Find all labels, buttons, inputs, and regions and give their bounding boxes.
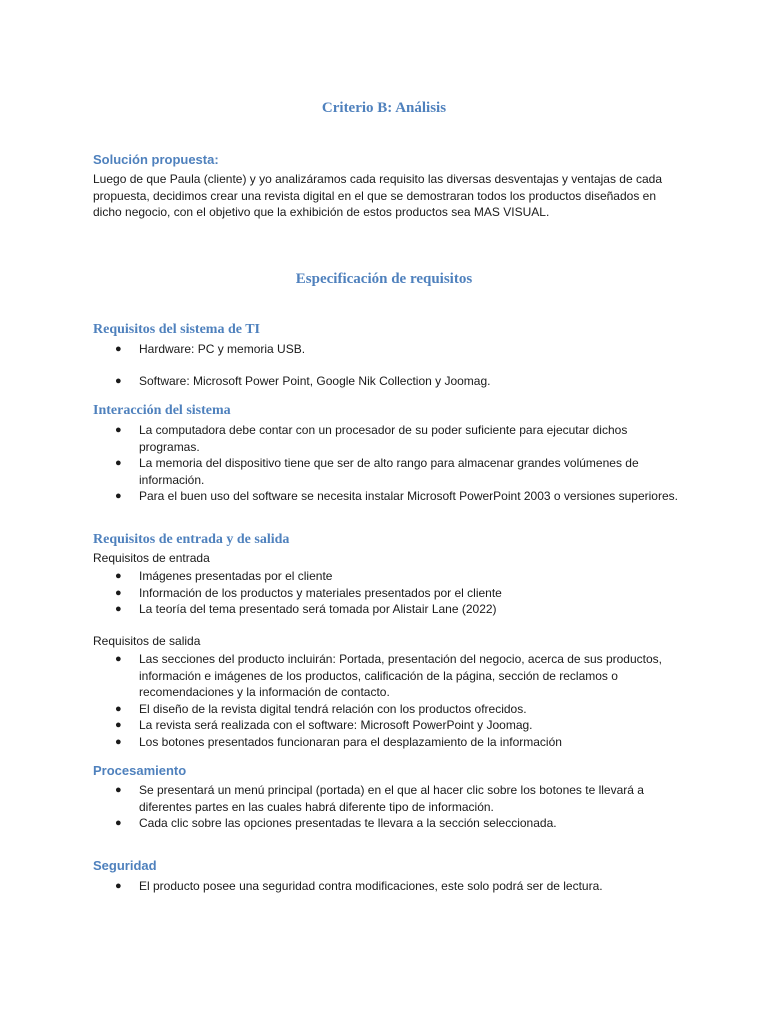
- entrada-salida-heading: Requisitos de entrada y de salida: [93, 532, 290, 547]
- list-item: ● Hardware: PC y memoria USB.: [115, 342, 306, 356]
- page-title: Criterio B: Análisis: [321, 100, 447, 116]
- bullet-icon: ●: [115, 784, 122, 796]
- list-item: ● La computadora debe contar con un procesador de su poder suficiente para ejecutar dichos programas.: [115, 423, 628, 454]
- list-item: ● Software: Microsoft Power Point, Google Nik Collection y Joomag.: [115, 374, 491, 388]
- list-item: ● Información de los productos y materiales presentados por el cliente: [115, 585, 502, 600]
- bullet-icon: ●: [115, 375, 122, 387]
- solucion-body: Luego de que Paula (cliente) y yo analizáramos cada requisito las diversas desventajas y ventajas de cada propuesta, decidimos crear una revista digital en el que se demostraran todos los productos diseñados en dicho negocio, con el objetivo que la exhibición de estos productos sea MAS VISUAL.: [93, 172, 663, 219]
- bullet-icon: ●: [115, 603, 122, 615]
- list-item: ● La revista será realizada con el software: Microsoft PowerPoint y Joomag.: [115, 718, 533, 732]
- list-item: ● Se presentará un menú principal (portada) en el que al hacer clic sobre los botones te llevará a diferentes partes en las cuales habrá diferente tipo de información.: [115, 783, 644, 814]
- bullet-icon: ●: [115, 457, 122, 469]
- salida-list: [93, 651, 683, 750]
- list-item: ● Las secciones del producto incluirán: Portada, presentación del negocio, acerca de sus productos, información e imágenes de los productos, calificación de la página, sección de reclamos o recomendaciones y la información de contacto.: [115, 652, 662, 699]
- solucion-heading: Solución propuesta:: [93, 152, 219, 167]
- bullet-icon: ●: [115, 586, 122, 599]
- list-item: ● Los botones presentados funcionaran para el desplazamiento de la información: [115, 734, 562, 749]
- seguridad-list: [93, 878, 683, 895]
- entrada-label: Requisitos de entrada: [93, 551, 210, 565]
- bullet-icon: ●: [115, 817, 122, 829]
- sistema-ti-heading: Requisitos del sistema de TI: [93, 322, 260, 337]
- especificacion-heading: Especificación de requisitos: [295, 271, 473, 287]
- bullet-icon: ●: [115, 343, 122, 355]
- bullet-icon: ●: [115, 719, 122, 731]
- sistema-ti-list: [93, 341, 683, 358]
- seguridad-heading: Seguridad: [93, 858, 157, 873]
- bullet-icon: ●: [115, 880, 122, 892]
- list-item: ● Cada clic sobre las opciones presentadas te llevara a la sección seleccionada.: [115, 816, 557, 830]
- list-item: ● La memoria del dispositivo tiene que ser de alto rango para almacenar grandes volúmenes de información.: [115, 456, 639, 487]
- list-item: ● El diseño de la revista digital tendrá relación con los productos ofrecidos.: [115, 701, 527, 716]
- list-item: ● Imágenes presentadas por el cliente: [115, 569, 333, 583]
- list-item: ● El producto posee una seguridad contra modificaciones, este solo podrá ser de lectura.: [115, 879, 603, 893]
- interaccion-list: [93, 422, 683, 505]
- bullet-icon: ●: [115, 653, 122, 665]
- entrada-list: [93, 568, 683, 618]
- interaccion-heading: Interacción del sistema: [93, 403, 231, 418]
- bullet-icon: ●: [115, 570, 122, 582]
- bullet-icon: ●: [115, 490, 122, 502]
- sistema-ti-list-2: [93, 373, 683, 390]
- procesamiento-heading: Procesamiento: [93, 763, 187, 778]
- bullet-icon: ●: [115, 735, 122, 748]
- salida-label: Requisitos de salida: [93, 634, 201, 648]
- bullet-icon: ●: [115, 424, 122, 436]
- bullet-icon: ●: [115, 702, 122, 715]
- list-item: ● La teoría del tema presentado será tomada por Alistair Lane (2022): [115, 602, 497, 616]
- procesamiento-list: [93, 782, 683, 832]
- list-item: ● Para el buen uso del software se necesita instalar Microsoft PowerPoint 2003 o versiones superiores.: [115, 489, 678, 503]
